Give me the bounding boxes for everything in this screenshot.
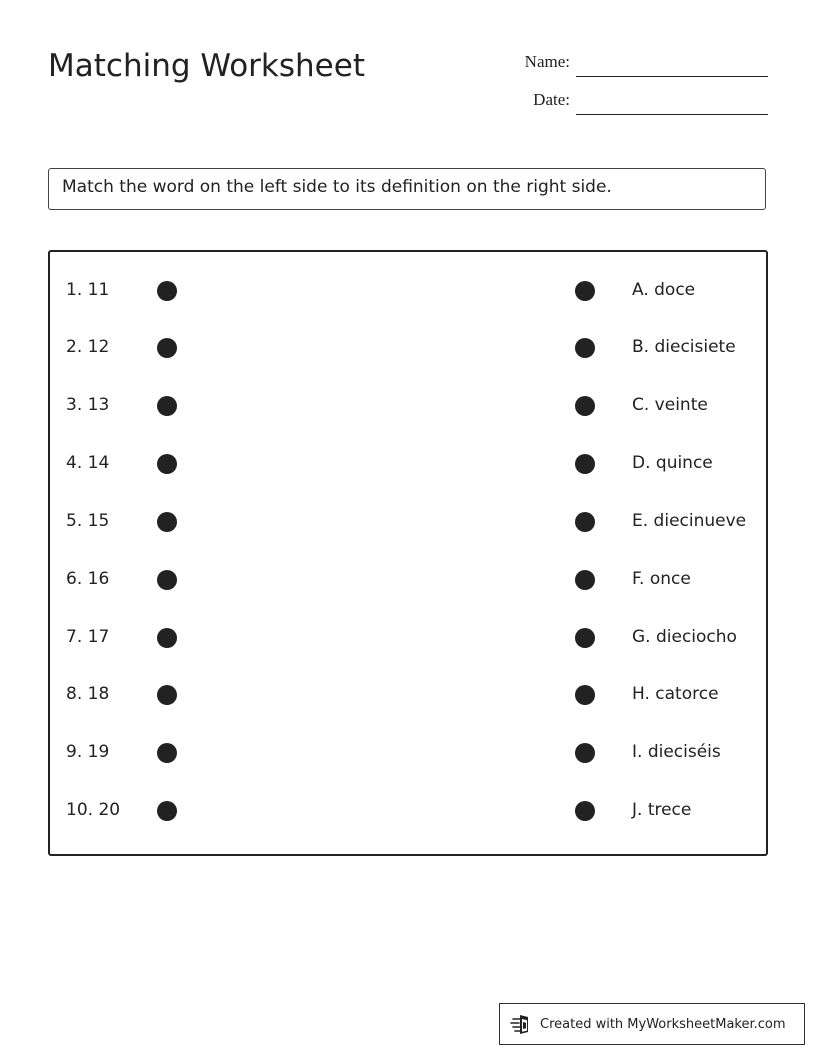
left-match-dot[interactable] <box>157 281 177 301</box>
left-item-label: 7. 17 <box>66 627 110 647</box>
left-match-dot[interactable] <box>157 685 177 705</box>
left-match-dot[interactable] <box>157 570 177 590</box>
match-row <box>50 449 766 479</box>
date-line[interactable] <box>576 114 768 115</box>
right-match-dot[interactable] <box>575 512 595 532</box>
match-row <box>50 623 766 653</box>
left-item-label: 1. 11 <box>66 280 110 300</box>
match-row <box>50 565 766 595</box>
match-row <box>50 680 766 710</box>
right-match-dot[interactable] <box>575 396 595 416</box>
right-item-label: G. dieciocho <box>632 627 737 647</box>
left-match-dot[interactable] <box>157 454 177 474</box>
right-item-label: I. dieciséis <box>632 742 721 762</box>
name-label: Name: <box>524 52 570 71</box>
left-item-label: 8. 18 <box>66 684 110 704</box>
match-row <box>50 391 766 421</box>
right-match-dot[interactable] <box>575 338 595 358</box>
right-match-dot[interactable] <box>575 743 595 763</box>
left-match-dot[interactable] <box>157 801 177 821</box>
left-match-dot[interactable] <box>157 743 177 763</box>
footer-credit[interactable] <box>499 1003 805 1045</box>
instructions-box: Match the word on the left side to its definition on the right side. <box>48 168 766 210</box>
left-match-dot[interactable] <box>157 338 177 358</box>
left-match-dot[interactable] <box>157 396 177 416</box>
left-item-label: 5. 15 <box>66 511 110 531</box>
footer-text: Created with MyWorksheetMaker.com <box>540 1016 786 1032</box>
page-title: Matching Worksheet <box>48 48 365 84</box>
left-match-dot[interactable] <box>157 512 177 532</box>
right-match-dot[interactable] <box>575 281 595 301</box>
left-item-label: 3. 13 <box>66 395 110 415</box>
right-item-label: H. catorce <box>632 684 719 704</box>
right-match-dot[interactable] <box>575 570 595 590</box>
right-item-label: E. diecinueve <box>632 511 747 531</box>
right-item-label: F. once <box>632 569 691 589</box>
right-match-dot[interactable] <box>575 628 595 648</box>
right-match-dot[interactable] <box>575 685 595 705</box>
right-item-label: A. doce <box>632 280 696 300</box>
matching-area <box>48 250 768 856</box>
left-item-label: 10. 20 <box>66 800 121 820</box>
right-match-dot[interactable] <box>575 454 595 474</box>
worksheet-logo-icon <box>510 1013 534 1035</box>
match-row <box>50 333 766 363</box>
left-item-label: 6. 16 <box>66 569 110 589</box>
left-match-dot[interactable] <box>157 628 177 648</box>
left-item-label: 2. 12 <box>66 337 110 357</box>
match-row <box>50 738 766 768</box>
date-field[interactable] <box>500 88 768 118</box>
left-item-label: 4. 14 <box>66 453 110 473</box>
right-item-label: J. trece <box>632 800 692 820</box>
name-field[interactable] <box>500 50 768 80</box>
right-match-dot[interactable] <box>575 801 595 821</box>
right-item-label: C. veinte <box>632 395 708 415</box>
match-row <box>50 507 766 537</box>
match-row <box>50 796 766 826</box>
left-item-label: 9. 19 <box>66 742 110 762</box>
right-item-label: D. quince <box>632 453 713 473</box>
name-line[interactable] <box>576 76 768 77</box>
date-label: Date: <box>533 90 570 109</box>
match-row <box>50 276 766 306</box>
right-item-label: B. diecisiete <box>632 337 736 357</box>
